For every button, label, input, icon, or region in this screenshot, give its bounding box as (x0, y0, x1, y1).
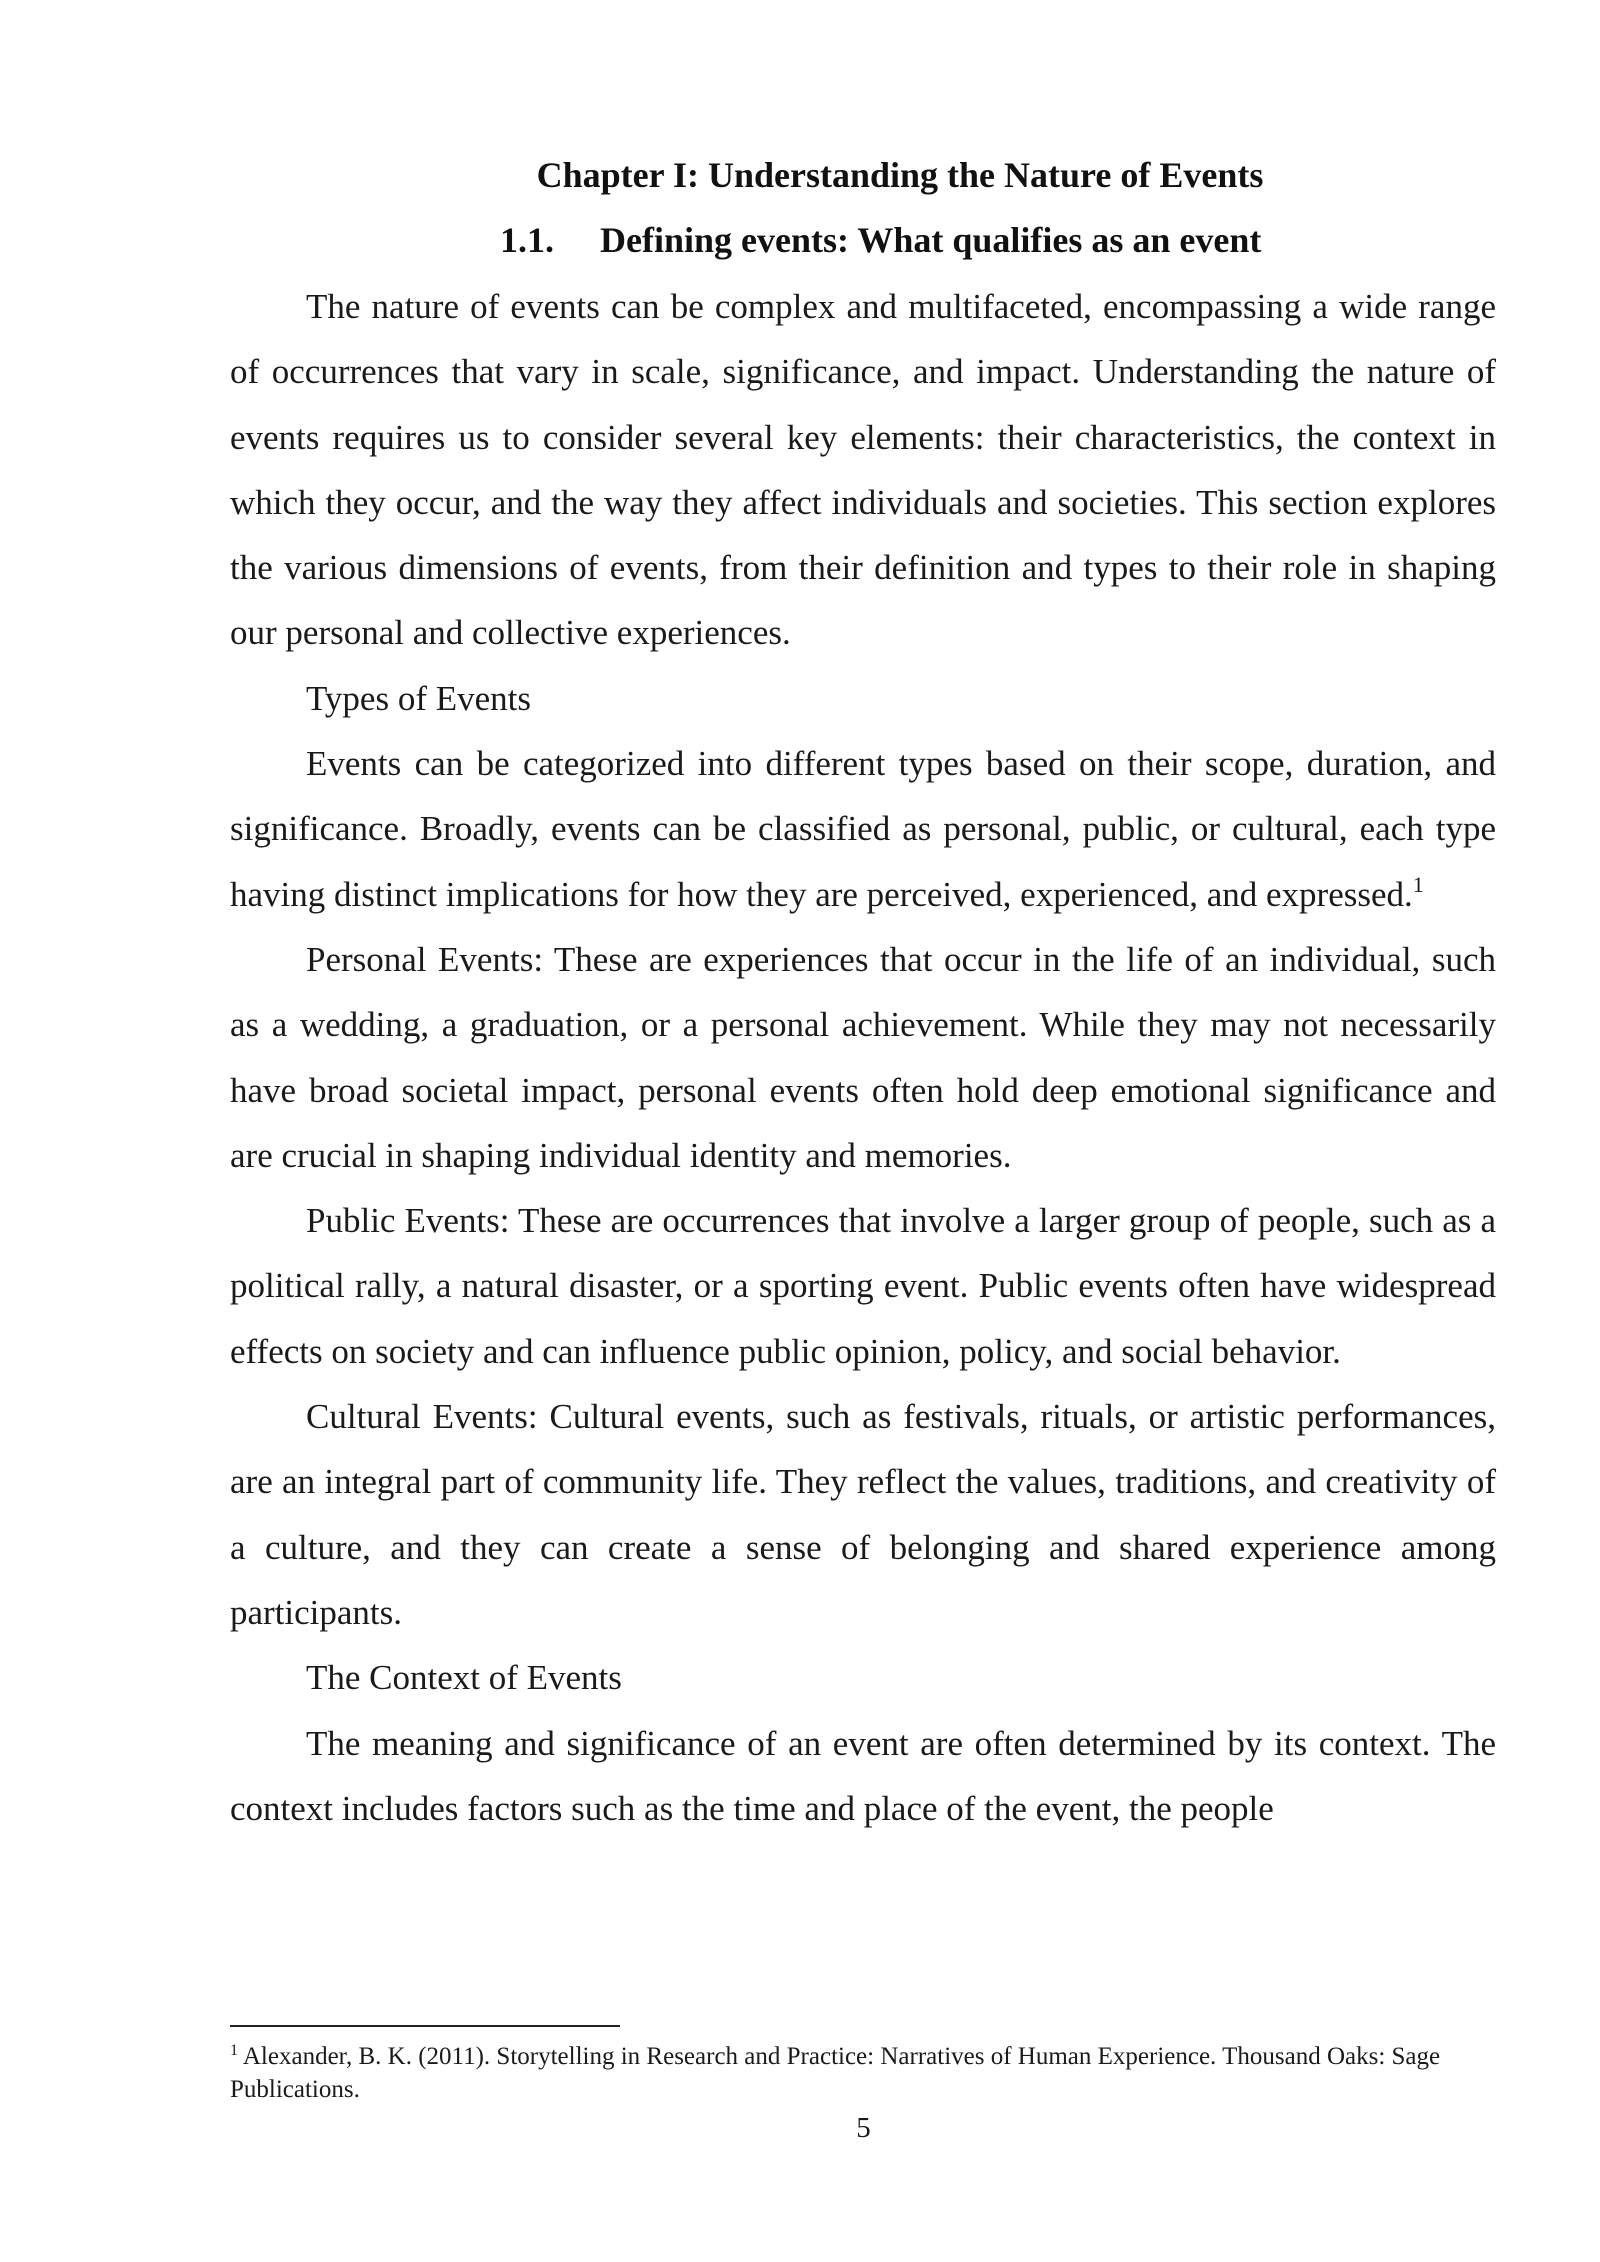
footnote-reference[interactable]: 1 (1412, 871, 1424, 897)
paragraph-intro: The nature of events can be complex and multifaceted, encompassing a wide range of occurrences that vary in scale, significance, and impact. Understanding the nature of events requires us to consider several key elements: their characteristics, the context in which they occur, and the way they affect individuals and societies. This section explores the various dimensions of events, from their definition and types to their role in shaping our personal and collective experiences. (230, 287, 1496, 653)
footnote-text: Alexander, B. K. (2011). Storytelling in Research and Practice: Narratives of Human Experience. Thousand Oaks: Sage Publications. (230, 2043, 1441, 2103)
paragraph-types-text: Events can be categorized into different types based on their scope, duration, and significance. Broadly, events can be classified as personal, public, or cultural, each type having distinct implications for how they are perceived, experienced, and expressed. (230, 744, 1496, 914)
paragraph-cultural-events: Cultural Events: Cultural events, such as festivals, rituals, or artistic performances, are an integral part of community life. They reflect the values, traditions, and creativity of a culture, and they can create a sense of belonging and shared experience among participants. (230, 1397, 1496, 1632)
footnote (230, 2040, 1496, 2106)
subheading-types-of-events: Types of Events (306, 678, 532, 718)
paragraph-types (230, 731, 1496, 927)
subheading-context-of-events: The Context of Events (306, 1658, 622, 1698)
body-text (230, 274, 1496, 1841)
paragraph-context: The meaning and significance of an event are often determined by its context. The context includes factors such as the time and place of the event, the people (230, 1723, 1496, 1828)
page-number: 5 (856, 2112, 871, 2144)
paragraph-personal-events: Personal Events: These are experiences that occur in the life of an individual, such as a wedding, a graduation, or a personal achievement. While they may not necessarily have broad societal impact, personal events often hold deep emotional significance and are crucial in shaping individual identity and memories. (230, 939, 1496, 1175)
footnote-separator (230, 2025, 620, 2027)
footnote-marker: 1 (230, 2042, 238, 2059)
section-number: 1.1. (500, 220, 554, 260)
paragraph-public-events: Public Events: These are occurrences that involve a larger group of people, such as a political rally, a natural disaster, or a sporting event. Public events often have widespread effects on society and can influence public opinion, policy, and social behavior. (230, 1201, 1496, 1371)
chapter-title: Chapter I: Understanding the Nature of Events (536, 155, 1264, 195)
section-title: Defining events: What qualifies as an event (600, 220, 1262, 260)
section-heading (500, 220, 1261, 260)
